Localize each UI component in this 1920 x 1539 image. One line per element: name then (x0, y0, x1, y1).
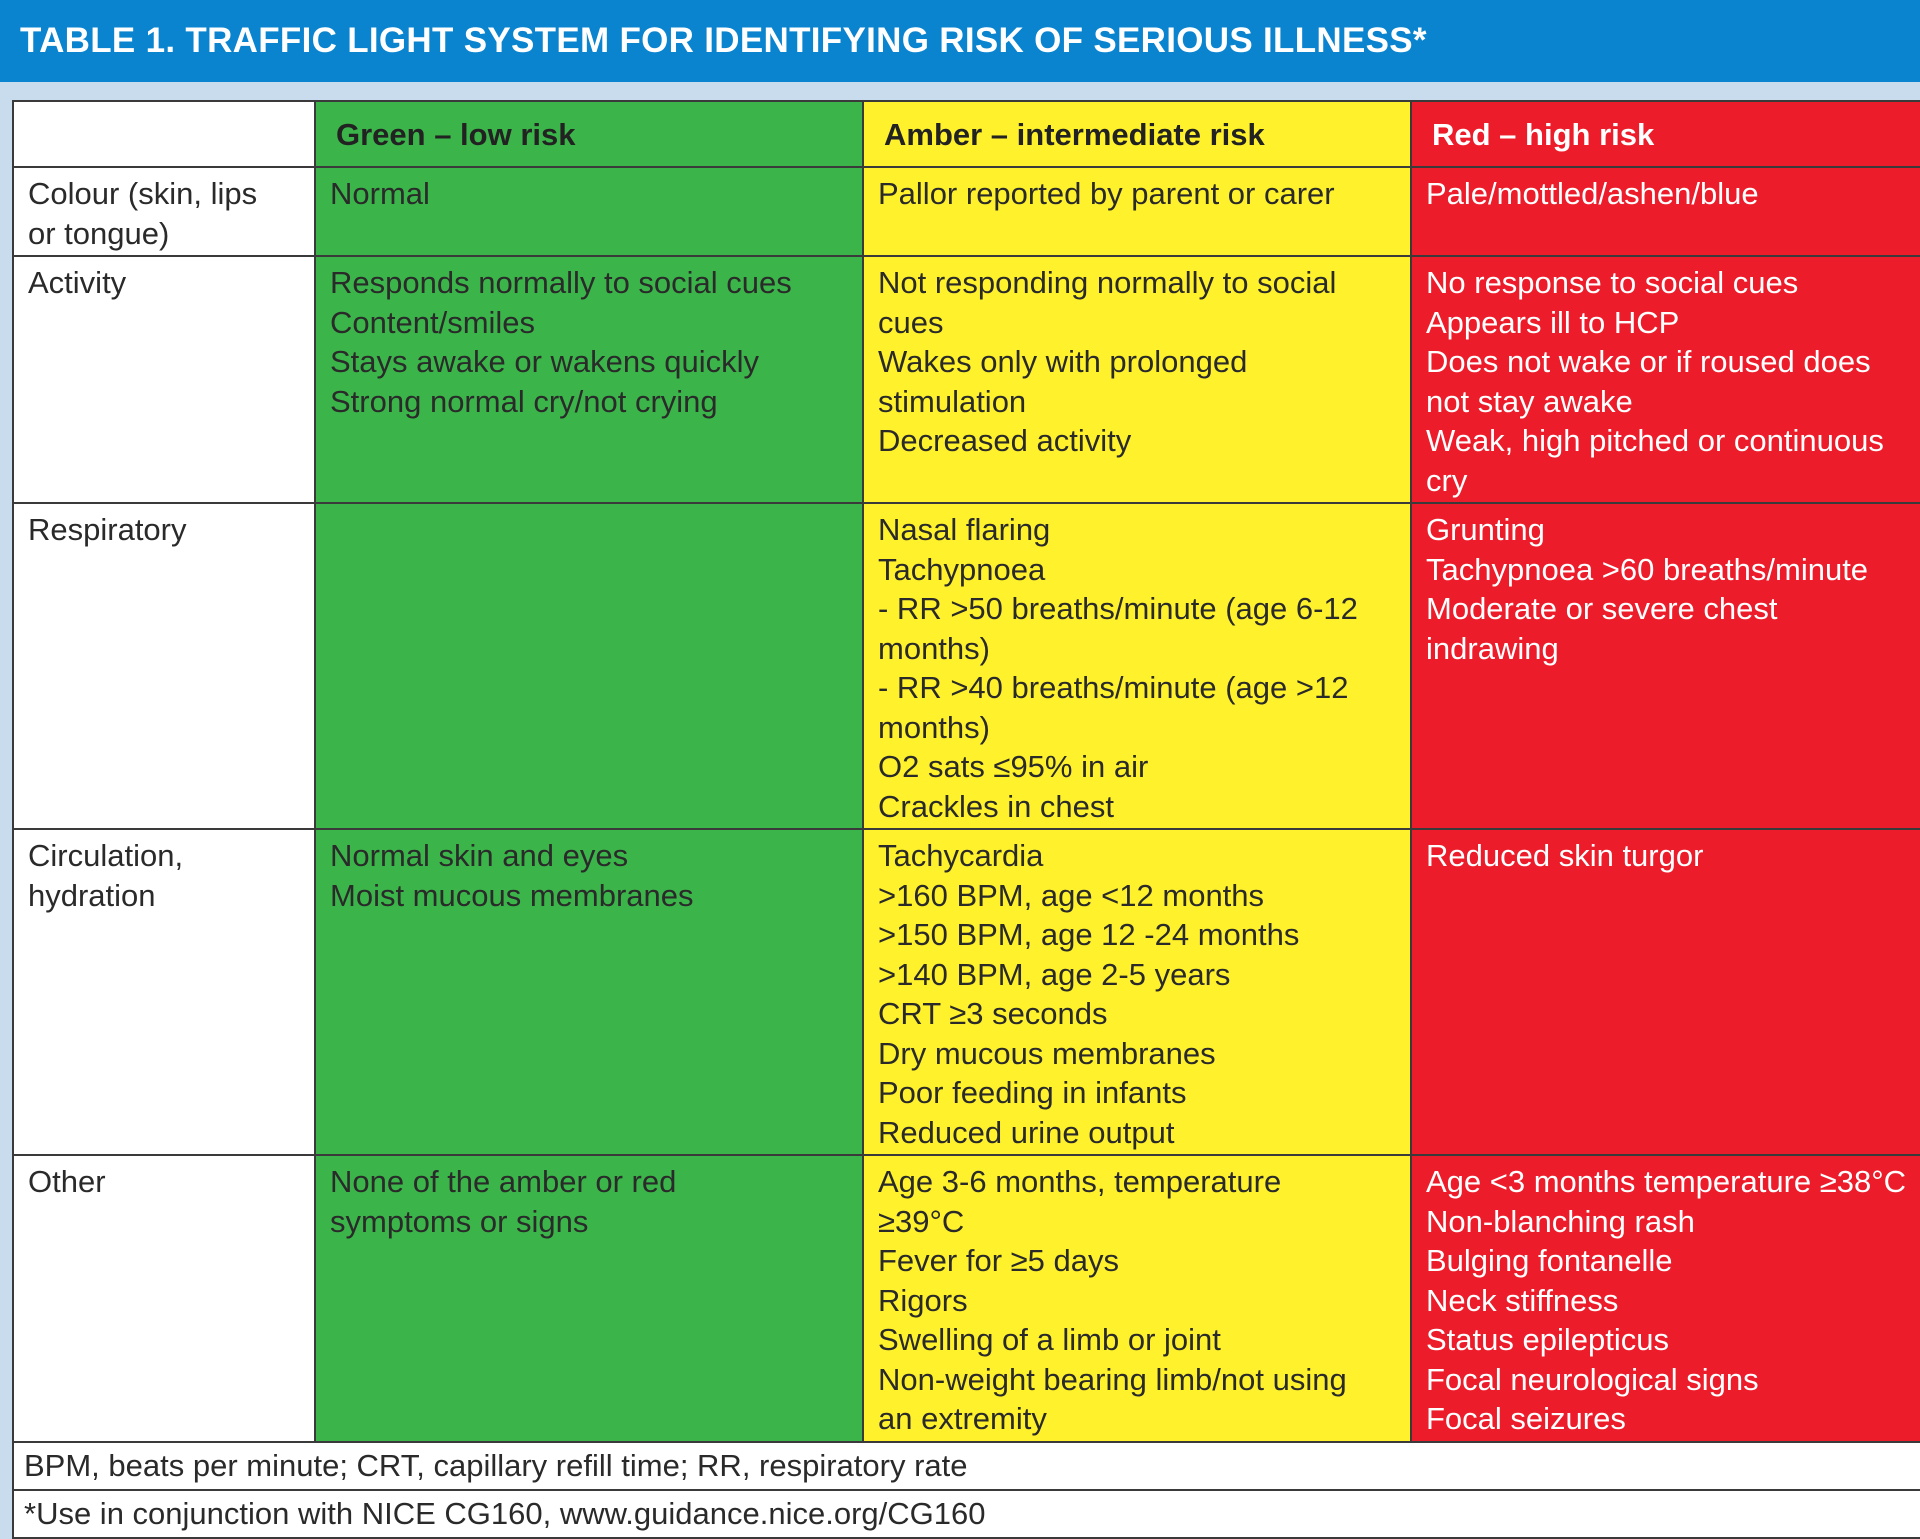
category-line: Other (28, 1164, 106, 1199)
table-row-activity (13, 256, 1920, 503)
footnote-abbreviations: BPM, beats per minute; CRT, capillary refill time; RR, respiratory rate (13, 1442, 1920, 1490)
red-line: Tachypnoea >60 breaths/minute (1426, 551, 1869, 587)
red-line: not stay awake (1426, 383, 1633, 419)
amber-line: O2 sats ≤95% in air (878, 749, 1149, 784)
amber-line: Nasal flaring (878, 512, 1051, 547)
amber-line: months) (878, 709, 990, 745)
green-line: Content/smiles (330, 304, 536, 340)
red-line: Focal neurological signs (1426, 1361, 1759, 1397)
amber-line: CRT ≥3 seconds (878, 996, 1108, 1031)
footnote-nice-reference: *Use in conjunction with NICE CG160, www.guidance.nice.org/CG160 (13, 1490, 1920, 1538)
amber-line: Decreased activity (878, 423, 1132, 458)
red-line: Focal seizures (1426, 1401, 1626, 1436)
header-green: Green – low risk (315, 101, 863, 167)
green-line: Normal skin and eyes (330, 838, 629, 873)
category-line: Respiratory (28, 512, 187, 547)
category-line: Circulation, (28, 838, 184, 873)
category-line: or tongue) (28, 215, 170, 251)
category-cell (13, 829, 315, 1155)
red-line: Weak, high pitched or continuous (1426, 423, 1884, 458)
green-line: Responds normally to social cues (330, 265, 792, 300)
red-line: Moderate or severe chest (1426, 591, 1778, 626)
amber-cell (863, 1155, 1411, 1442)
table-row-respiratory (13, 503, 1920, 829)
red-line: Non-blanching rash (1426, 1203, 1695, 1239)
amber-line: Tachypnoea (878, 551, 1046, 587)
amber-line: Swelling of a limb or joint (878, 1322, 1221, 1357)
green-cell (315, 167, 863, 256)
amber-line: Tachycardia (878, 838, 1044, 873)
header-category (13, 101, 315, 167)
amber-cell (863, 167, 1411, 256)
amber-cell (863, 829, 1411, 1155)
amber-line: stimulation (878, 383, 1027, 419)
amber-line: months) (878, 630, 990, 666)
red-line: Appears ill to HCP (1426, 304, 1680, 340)
table-container (12, 100, 1906, 1539)
green-cell (315, 503, 863, 829)
amber-line: - RR >50 breaths/minute (age 6-12 (878, 591, 1358, 626)
category-line: Activity (28, 265, 127, 300)
red-cell (1411, 503, 1920, 829)
category-cell (13, 503, 315, 829)
amber-line: Not responding normally to social (878, 265, 1337, 300)
footnote-row (13, 1490, 1920, 1538)
amber-line: >150 BPM, age 12 -24 months (878, 917, 1300, 952)
green-cell (315, 256, 863, 503)
green-line: Stays awake or wakens quickly (330, 344, 760, 379)
table-row-other (13, 1155, 1920, 1442)
red-line: Does not wake or if roused does (1426, 344, 1871, 379)
red-line: Status epilepticus (1426, 1322, 1669, 1357)
amber-line: Pallor reported by parent or carer (878, 176, 1335, 211)
category-cell (13, 1155, 315, 1442)
amber-line: Fever for ≥5 days (878, 1243, 1119, 1278)
green-line: symptoms or signs (330, 1203, 589, 1239)
amber-line: Non-weight bearing limb/not using (878, 1361, 1347, 1397)
amber-cell (863, 256, 1411, 503)
red-line: indrawing (1426, 630, 1559, 666)
red-line: Pale/mottled/ashen/blue (1426, 176, 1759, 211)
amber-line: Rigors (878, 1282, 968, 1318)
amber-line: >140 BPM, age 2-5 years (878, 956, 1231, 992)
amber-line: Dry mucous membranes (878, 1035, 1216, 1071)
category-cell (13, 167, 315, 256)
green-cell (315, 829, 863, 1155)
amber-cell (863, 503, 1411, 829)
red-cell (1411, 1155, 1920, 1442)
amber-line: >160 BPM, age <12 months (878, 877, 1265, 913)
table-header-row (13, 101, 1920, 167)
amber-line: Wakes only with prolonged (878, 344, 1248, 379)
red-line: Bulging fontanelle (1426, 1243, 1673, 1278)
amber-line: an extremity (878, 1401, 1047, 1436)
table-body (13, 167, 1920, 1442)
header-red: Red – high risk (1411, 101, 1920, 167)
amber-line: Age 3-6 months, temperature (878, 1164, 1282, 1199)
footnote-row (13, 1442, 1920, 1490)
amber-line: Reduced urine output (878, 1114, 1175, 1150)
red-line: Reduced skin turgor (1426, 838, 1704, 873)
red-cell (1411, 829, 1920, 1155)
red-line: Age <3 months temperature ≥38°C (1426, 1164, 1907, 1199)
green-line: None of the amber or red (330, 1164, 677, 1199)
amber-line: cues (878, 304, 944, 340)
red-cell (1411, 256, 1920, 503)
category-cell (13, 256, 315, 503)
green-line: Moist mucous membranes (330, 877, 694, 913)
traffic-light-table (12, 100, 1920, 1539)
amber-line: ≥39°C (878, 1203, 965, 1239)
category-line: Colour (skin, lips (28, 176, 258, 211)
amber-line: Crackles in chest (878, 788, 1115, 824)
red-line: Neck stiffness (1426, 1282, 1619, 1318)
red-cell (1411, 167, 1920, 256)
category-line: hydration (28, 877, 156, 913)
table-row-colour (13, 167, 1920, 256)
header-amber: Amber – intermediate risk (863, 101, 1411, 167)
amber-line: - RR >40 breaths/minute (age >12 (878, 670, 1349, 705)
red-line: No response to social cues (1426, 265, 1799, 300)
red-line: Grunting (1426, 512, 1545, 547)
green-line: Strong normal cry/not crying (330, 383, 718, 419)
amber-line: Poor feeding in infants (878, 1075, 1187, 1110)
table-row-circulation-hydration (13, 829, 1920, 1155)
red-line: cry (1426, 462, 1468, 498)
table-title: TABLE 1. TRAFFIC LIGHT SYSTEM FOR IDENTIFYING RISK OF SERIOUS ILLNESS* (0, 0, 1920, 82)
green-line: Normal (330, 176, 430, 211)
green-cell (315, 1155, 863, 1442)
